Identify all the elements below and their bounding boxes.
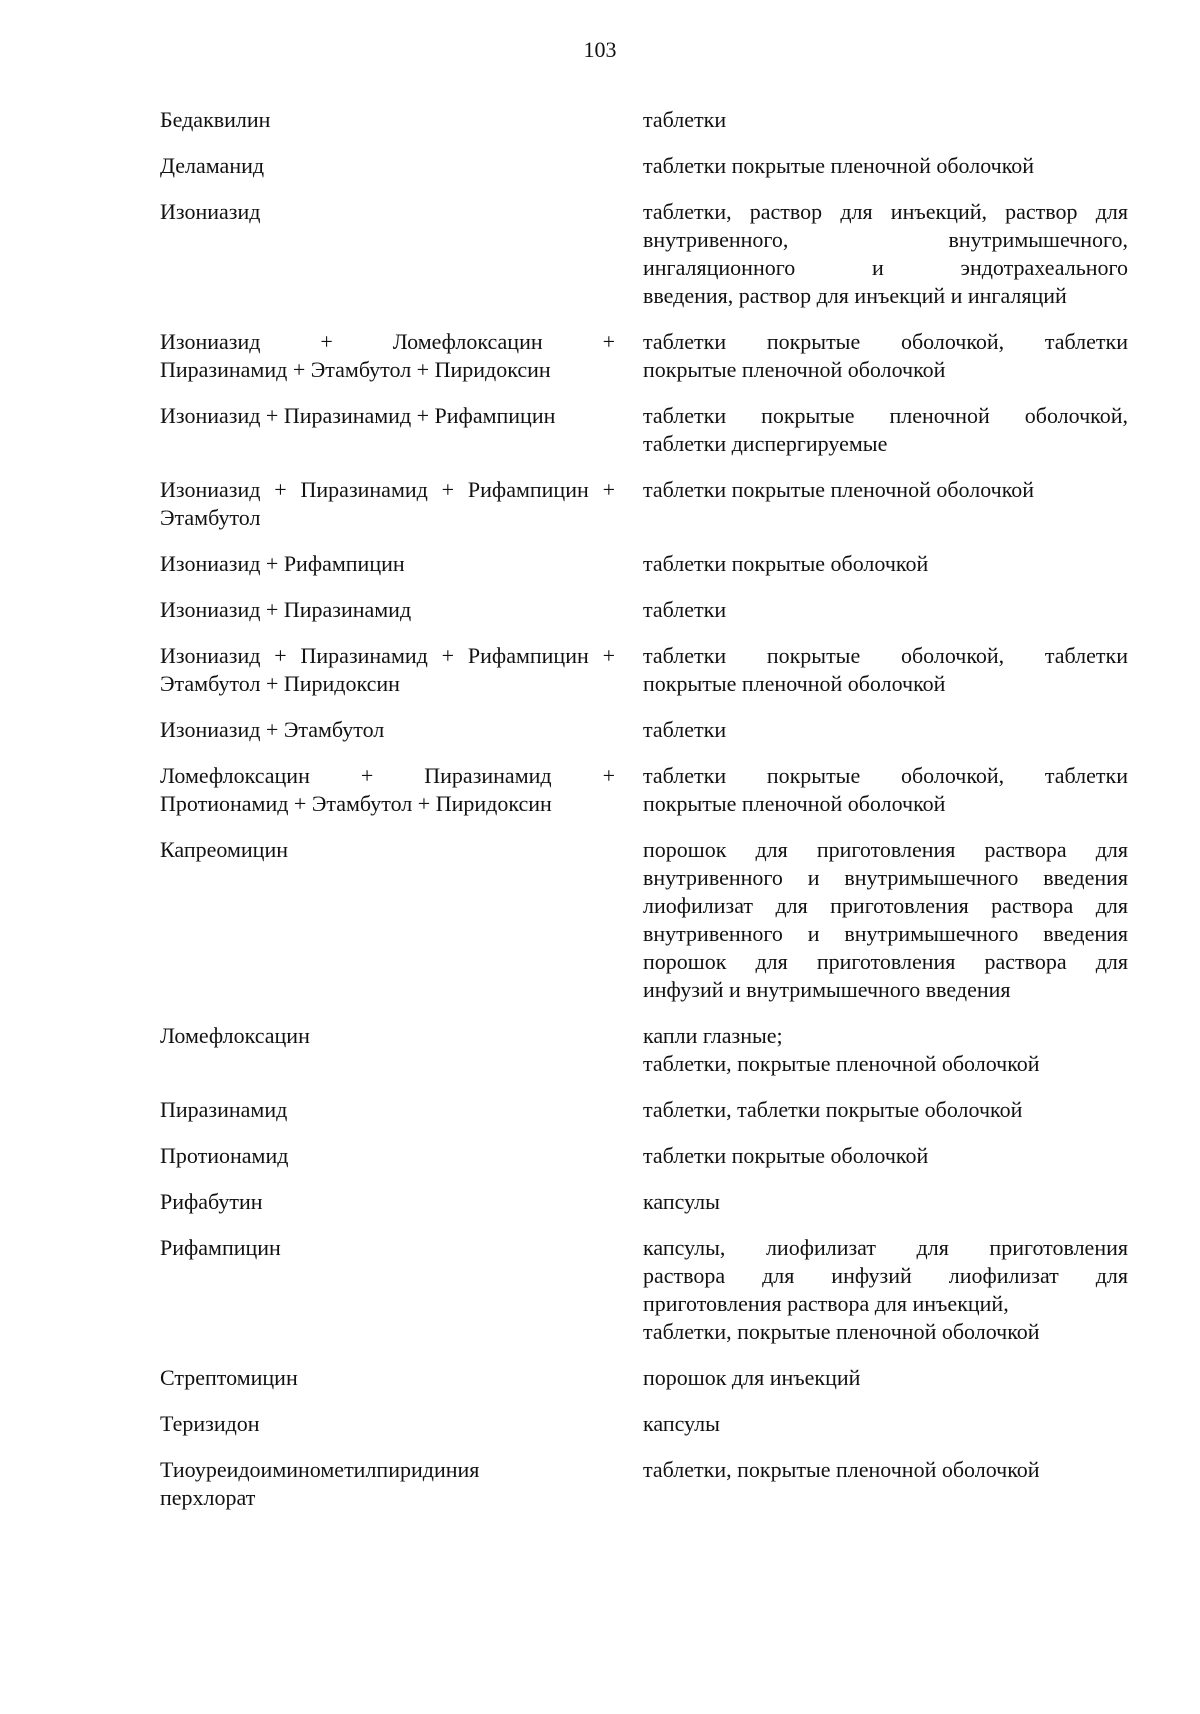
dosage-form xyxy=(643,198,1128,310)
dosage-form-line: лиофилизат для приготовления раствора для xyxy=(643,893,1128,918)
drug-name-line: Рифабутин xyxy=(160,1189,263,1214)
dosage-form xyxy=(643,402,1128,458)
drug-name xyxy=(160,1188,615,1216)
drug-name-line: Изониазид + Этамбутол xyxy=(160,717,385,742)
dosage-form-line: таблетки покрытые оболочкой xyxy=(643,1143,929,1168)
dosage-form-line: внутривенного и внутримышечного введения xyxy=(643,865,1128,890)
drug-name xyxy=(160,1456,615,1512)
dosage-form-line: таблетки xyxy=(643,597,727,622)
table-row xyxy=(160,762,1128,818)
dosage-form-line: таблетки покрытые оболочкой, таблетки xyxy=(643,329,1128,354)
dosage-form-line: капли глазные; xyxy=(643,1023,783,1048)
dosage-form-line: внутривенного и внутримышечного введения xyxy=(643,921,1128,946)
table-row xyxy=(160,1096,1128,1124)
table-row xyxy=(160,1364,1128,1392)
dosage-form xyxy=(643,152,1128,180)
drug-name xyxy=(160,402,615,430)
table-row xyxy=(160,1456,1128,1512)
drug-name xyxy=(160,328,615,384)
dosage-form-line: капсулы, лиофилизат для приготовления xyxy=(643,1235,1128,1260)
table-row xyxy=(160,476,1128,532)
drug-name xyxy=(160,1142,615,1170)
drug-name-line: Рифампицин xyxy=(160,1235,281,1260)
dosage-form-line: таблетки, таблетки покрытые оболочкой xyxy=(643,1097,1023,1122)
dosage-form xyxy=(643,596,1128,624)
dosage-form xyxy=(643,836,1128,1004)
dosage-form-line: таблетки покрытые пленочной оболочкой xyxy=(643,477,1035,502)
drug-name-line: Протионамид + Этамбутол + Пиридоксин xyxy=(160,791,552,816)
drug-name xyxy=(160,596,615,624)
dosage-form-line: таблетки, раствор для инъекций, раствор для xyxy=(643,199,1128,224)
dosage-form-line: таблетки xyxy=(643,107,727,132)
drug-name-line: Теризидон xyxy=(160,1411,260,1436)
dosage-form-line: таблетки покрытые пленочной оболочкой xyxy=(643,153,1035,178)
drug-name-line: перхлорат xyxy=(160,1485,256,1510)
table-row xyxy=(160,1188,1128,1216)
dosage-form-line: инфузий и внутримышечного введения xyxy=(643,977,1011,1002)
drug-name-line: Пиразинамид + Этамбутол + Пиридоксин xyxy=(160,357,551,382)
table-row xyxy=(160,596,1128,624)
dosage-form-line: таблетки диспергируемые xyxy=(643,431,888,456)
drug-name-line: Стрептомицин xyxy=(160,1365,298,1390)
dosage-form xyxy=(643,1142,1128,1170)
dosage-form-line: ингаляционного и эндотрахеального xyxy=(643,255,1128,280)
dosage-form-line: таблетки, покрытые пленочной оболочкой xyxy=(643,1457,1040,1482)
drug-name xyxy=(160,198,615,226)
drug-name-line: Изониазид + Пиразинамид + Рифампицин + xyxy=(160,643,615,668)
drug-name xyxy=(160,762,615,818)
table-row xyxy=(160,642,1128,698)
drug-name-line: Тиоуреидоиминометилпиридиния xyxy=(160,1457,480,1482)
table-row xyxy=(160,402,1128,458)
drug-name xyxy=(160,550,615,578)
dosage-form-line: покрытые пленочной оболочкой xyxy=(643,671,946,696)
dosage-form-line: раствора для инфузий лиофилизат для xyxy=(643,1263,1128,1288)
dosage-form-line: таблетки покрытые оболочкой, таблетки xyxy=(643,763,1128,788)
drug-name-line: Этамбутол xyxy=(160,505,261,530)
dosage-form-line: порошок для инъекций xyxy=(643,1365,861,1390)
drug-name-line: Деламанид xyxy=(160,153,265,178)
drug-name xyxy=(160,836,615,864)
table-row xyxy=(160,1142,1128,1170)
table-row xyxy=(160,106,1128,134)
dosage-form xyxy=(643,1364,1128,1392)
table-row xyxy=(160,328,1128,384)
drug-name xyxy=(160,1022,615,1050)
table-row xyxy=(160,1022,1128,1078)
dosage-form xyxy=(643,1022,1128,1078)
drug-name-line: Протионамид xyxy=(160,1143,289,1168)
drug-name-line: Изониазид + Пиразинамид + Рифампицин xyxy=(160,403,556,428)
drug-name xyxy=(160,1410,615,1438)
dosage-form-line: приготовления раствора для инъекций, xyxy=(643,1291,1009,1316)
dosage-form-line: таблетки, покрытые пленочной оболочкой xyxy=(643,1051,1040,1076)
dosage-form xyxy=(643,642,1128,698)
dosage-form-line: покрытые пленочной оболочкой xyxy=(643,791,946,816)
dosage-form xyxy=(643,716,1128,744)
drug-name-line: Капреомицин xyxy=(160,837,288,862)
table-row xyxy=(160,716,1128,744)
drug-name-line: Изониазид + Пиразинамид + Рифампицин + xyxy=(160,477,615,502)
drug-name xyxy=(160,1234,615,1262)
dosage-form xyxy=(643,1456,1128,1484)
dosage-form xyxy=(643,476,1128,504)
drug-name-line: Изониазид xyxy=(160,199,261,224)
drug-name-line: Изониазид + Рифампицин xyxy=(160,551,405,576)
drug-name xyxy=(160,1364,615,1392)
dosage-form-line: капсулы xyxy=(643,1411,720,1436)
dosage-form-line: порошок для приготовления раствора для xyxy=(643,949,1128,974)
table-row xyxy=(160,152,1128,180)
table-row xyxy=(160,198,1128,310)
dosage-form-line: капсулы xyxy=(643,1189,720,1214)
dosage-form xyxy=(643,550,1128,578)
dosage-form xyxy=(643,762,1128,818)
dosage-form xyxy=(643,1188,1128,1216)
dosage-form-line: введения, раствор для инъекций и ингаляций xyxy=(643,283,1067,308)
table-row xyxy=(160,1410,1128,1438)
table-row xyxy=(160,836,1128,1004)
drug-name-line: Изониазид + Ломефлоксацин + xyxy=(160,329,615,354)
drug-name-line: Бедаквилин xyxy=(160,107,271,132)
dosage-form xyxy=(643,106,1128,134)
dosage-form-line: таблетки покрытые пленочной оболочкой, xyxy=(643,403,1128,428)
drug-name xyxy=(160,716,615,744)
dosage-form-line: порошок для приготовления раствора для xyxy=(643,837,1128,862)
drug-name-line: Изониазид + Пиразинамид xyxy=(160,597,412,622)
drug-name xyxy=(160,1096,615,1124)
table-row xyxy=(160,550,1128,578)
dosage-form-line: внутривенного, внутримышечного, xyxy=(643,227,1128,252)
drug-name xyxy=(160,642,615,698)
dosage-form-line: таблетки xyxy=(643,717,727,742)
dosage-form xyxy=(643,1096,1128,1124)
page-number: 103 xyxy=(583,37,617,62)
dosage-form xyxy=(643,1410,1128,1438)
drug-name xyxy=(160,106,615,134)
dosage-form xyxy=(643,1234,1128,1346)
dosage-form-line: таблетки покрытые оболочкой, таблетки xyxy=(643,643,1128,668)
drug-name-line: Ломефлоксацин + Пиразинамид + xyxy=(160,763,615,788)
drug-name xyxy=(160,476,615,532)
dosage-form-line: покрытые пленочной оболочкой xyxy=(643,357,946,382)
drug-name-line: Ломефлоксацин xyxy=(160,1023,310,1048)
drug-name-line: Пиразинамид xyxy=(160,1097,288,1122)
table-row xyxy=(160,1234,1128,1346)
drug-name-line: Этамбутол + Пиридоксин xyxy=(160,671,400,696)
drug-table xyxy=(160,106,1128,1512)
dosage-form xyxy=(643,328,1128,384)
dosage-form-line: таблетки, покрытые пленочной оболочкой xyxy=(643,1319,1040,1344)
drug-name xyxy=(160,152,615,180)
dosage-form-line: таблетки покрытые оболочкой xyxy=(643,551,929,576)
